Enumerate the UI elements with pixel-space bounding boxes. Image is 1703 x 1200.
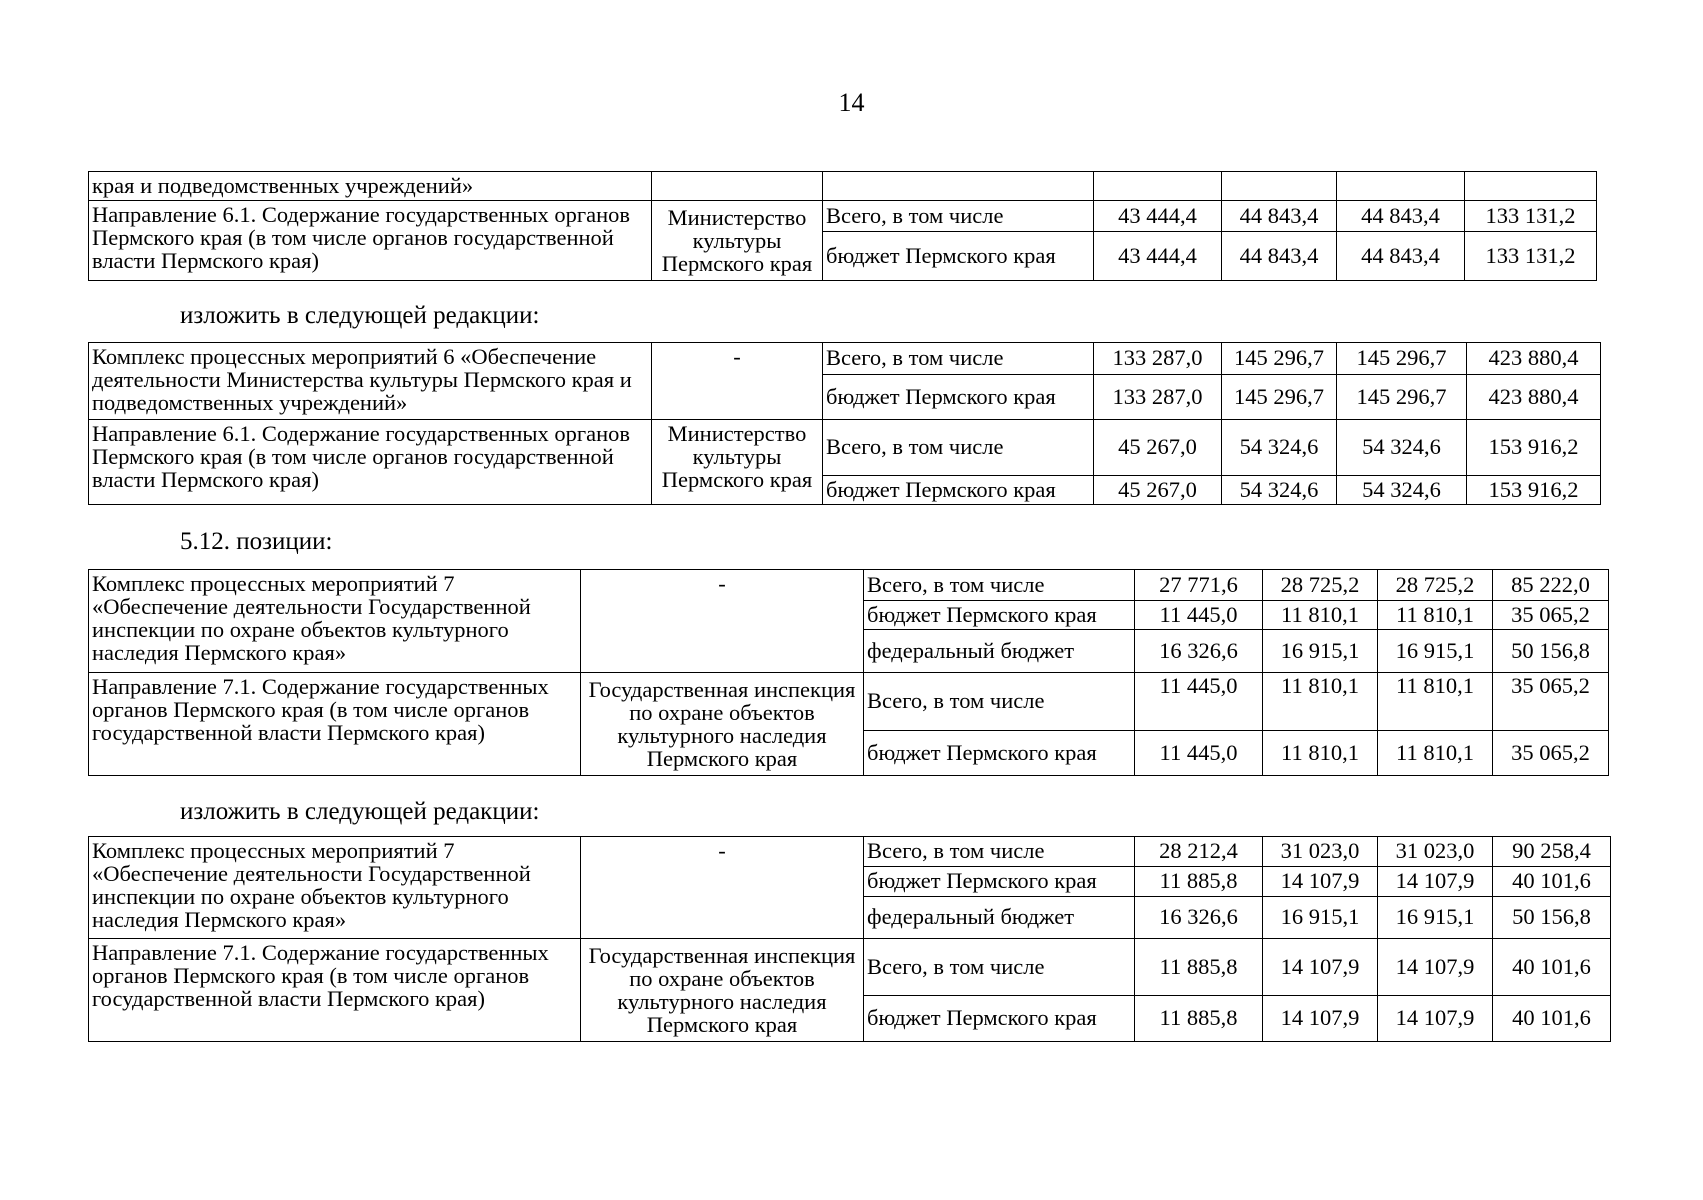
- amount-cell: 43 444,4: [1094, 201, 1222, 232]
- section-heading: изложить в следующей редакции:: [180, 302, 540, 329]
- amount-cell: 145 296,7: [1222, 375, 1337, 420]
- amount-cell: 14 107,9: [1378, 996, 1493, 1042]
- amount-cell: 27 771,6: [1135, 570, 1263, 601]
- amount-cell: 14 107,9: [1263, 867, 1378, 897]
- position-name: Направление 6.1. Содержание государственных органов Пермского края (в том числе органов государственной власти Пермского края): [89, 201, 652, 281]
- amount-cell: 45 267,0: [1094, 476, 1222, 505]
- table-row: [89, 570, 1609, 601]
- responsible-executor: Министерство культуры Пермского края: [652, 420, 823, 505]
- amount-cell: 16 915,1: [1263, 897, 1378, 939]
- amount-cell: 35 065,2: [1493, 601, 1609, 630]
- amount-cell: 423 880,4: [1467, 343, 1601, 375]
- amount-cell: 54 324,6: [1222, 476, 1337, 505]
- amount-cell: 133 287,0: [1094, 343, 1222, 375]
- funding-source: федеральный бюджет: [864, 630, 1135, 673]
- amount-cell: 40 101,6: [1493, 939, 1611, 996]
- page-number: 14: [838, 88, 865, 117]
- funding-source: бюджет Пермского края: [864, 867, 1135, 897]
- amount-cell: 40 101,6: [1493, 996, 1611, 1042]
- amount-cell: 423 880,4: [1467, 375, 1601, 420]
- position-name: Направление 7.1. Содержание государственных органов Пермского края (в том числе органов государственной власти Пермского края): [89, 939, 581, 1042]
- amount-cell: 133 131,2: [1465, 232, 1597, 281]
- amount-cell: 16 915,1: [1378, 897, 1493, 939]
- funding-source: бюджет Пермского края: [823, 476, 1094, 505]
- position-name: Комплекс процессных мероприятий 7 «Обеспечение деятельности Государственной инспекции по охране объектов культурного наследия Пермского края»: [89, 570, 581, 673]
- amount-cell: 14 107,9: [1378, 867, 1493, 897]
- responsible-executor: Министерство культуры Пермского края: [652, 201, 823, 281]
- funding-source: Всего, в том числе: [864, 837, 1135, 867]
- amount-cell: 40 101,6: [1493, 867, 1611, 897]
- table-old-direction-6-1: [88, 171, 1597, 281]
- position-name: Направление 6.1. Содержание государственных органов Пермского края (в том числе органов государственной власти Пермского края): [89, 420, 652, 505]
- responsible-executor: -: [581, 837, 864, 939]
- amount-cell: 85 222,0: [1493, 570, 1609, 601]
- amount-cell: 11 885,8: [1135, 867, 1263, 897]
- amount-cell: 11 810,1: [1378, 673, 1493, 731]
- amount-cell: 90 258,4: [1493, 837, 1611, 867]
- funding-source: Всего, в том числе: [864, 939, 1135, 996]
- table-row: [89, 673, 1609, 731]
- amount-cell: 44 843,4: [1337, 232, 1465, 281]
- funding-source: Всего, в том числе: [864, 570, 1135, 601]
- amount-cell: 16 326,6: [1135, 897, 1263, 939]
- table-row: [89, 201, 1597, 232]
- amount-cell: 11 810,1: [1378, 731, 1493, 776]
- funding-source: Всего, в том числе: [823, 201, 1094, 232]
- funding-source: Всего, в том числе: [864, 673, 1135, 731]
- amount-cell: 54 324,6: [1222, 420, 1337, 476]
- amount-cell: 35 065,2: [1493, 731, 1609, 776]
- amount-cell: 145 296,7: [1222, 343, 1337, 375]
- amount-cell: 14 107,9: [1263, 996, 1378, 1042]
- responsible-executor: Государственная инспекция по охране объектов культурного наследия Пермского края: [581, 673, 864, 776]
- amount-cell: 50 156,8: [1493, 897, 1611, 939]
- table-old-complex-7: [88, 569, 1609, 776]
- position-name: Комплекс процессных мероприятий 6 «Обеспечение деятельности Министерства культуры Пермского края и подведомственных учреждений»: [89, 343, 652, 420]
- amount-cell: 11 445,0: [1135, 673, 1263, 731]
- position-name: Комплекс процессных мероприятий 7 «Обеспечение деятельности Государственной инспекции по охране объектов культурного наследия Пермского края»: [89, 837, 581, 939]
- position-name: Направление 7.1. Содержание государственных органов Пермского края (в том числе органов государственной власти Пермского края): [89, 673, 581, 776]
- responsible-executor: Государственная инспекция по охране объектов культурного наследия Пермского края: [581, 939, 864, 1042]
- amount-cell: 45 267,0: [1094, 420, 1222, 476]
- position-name: края и подведомственных учреждений»: [89, 172, 652, 201]
- funding-source: Всего, в том числе: [823, 343, 1094, 375]
- table-row: [89, 343, 1601, 375]
- table-row: [89, 939, 1611, 996]
- amount-cell: 54 324,6: [1337, 476, 1467, 505]
- responsible-executor: -: [652, 343, 823, 420]
- amount-cell: 145 296,7: [1337, 375, 1467, 420]
- amount-cell: 153 916,2: [1467, 420, 1601, 476]
- amount-cell: 31 023,0: [1263, 837, 1378, 867]
- amount-cell: 133 131,2: [1465, 201, 1597, 232]
- amount-cell: 14 107,9: [1378, 939, 1493, 996]
- table-row: [89, 420, 1601, 476]
- amount-cell: 35 065,2: [1493, 673, 1609, 731]
- table-new-complex-6: [88, 342, 1601, 505]
- amount-cell: 145 296,7: [1337, 343, 1467, 375]
- amount-cell: 16 915,1: [1378, 630, 1493, 673]
- amount-cell: 16 326,6: [1135, 630, 1263, 673]
- amount-cell: 54 324,6: [1337, 420, 1467, 476]
- table-row: [89, 837, 1611, 867]
- amount-cell: 11 885,8: [1135, 996, 1263, 1042]
- amount-cell: 11 810,1: [1263, 673, 1378, 731]
- amount-cell: 28 725,2: [1263, 570, 1378, 601]
- table-new-complex-7: [88, 836, 1611, 1042]
- amount-cell: 133 287,0: [1094, 375, 1222, 420]
- funding-source: бюджет Пермского края: [864, 996, 1135, 1042]
- funding-source: бюджет Пермского края: [864, 731, 1135, 776]
- table-row: [89, 172, 1597, 201]
- amount-cell: 28 725,2: [1378, 570, 1493, 601]
- amount-cell: 16 915,1: [1263, 630, 1378, 673]
- section-heading: 5.12. позиции:: [180, 528, 333, 555]
- amount-cell: 28 212,4: [1135, 837, 1263, 867]
- funding-source: бюджет Пермского края: [823, 232, 1094, 281]
- amount-cell: 31 023,0: [1378, 837, 1493, 867]
- amount-cell: 11 445,0: [1135, 731, 1263, 776]
- funding-source: федеральный бюджет: [864, 897, 1135, 939]
- amount-cell: 11 810,1: [1263, 601, 1378, 630]
- amount-cell: 11 810,1: [1378, 601, 1493, 630]
- amount-cell: 11 810,1: [1263, 731, 1378, 776]
- amount-cell: 14 107,9: [1263, 939, 1378, 996]
- section-heading: изложить в следующей редакции:: [180, 798, 540, 825]
- amount-cell: 43 444,4: [1094, 232, 1222, 281]
- amount-cell: 50 156,8: [1493, 630, 1609, 673]
- amount-cell: 44 843,4: [1222, 201, 1337, 232]
- amount-cell: 153 916,2: [1467, 476, 1601, 505]
- responsible-executor: -: [581, 570, 864, 673]
- amount-cell: 44 843,4: [1222, 232, 1337, 281]
- funding-source: бюджет Пермского края: [864, 601, 1135, 630]
- funding-source: Всего, в том числе: [823, 420, 1094, 476]
- funding-source: бюджет Пермского края: [823, 375, 1094, 420]
- amount-cell: 11 445,0: [1135, 601, 1263, 630]
- amount-cell: 44 843,4: [1337, 201, 1465, 232]
- amount-cell: 11 885,8: [1135, 939, 1263, 996]
